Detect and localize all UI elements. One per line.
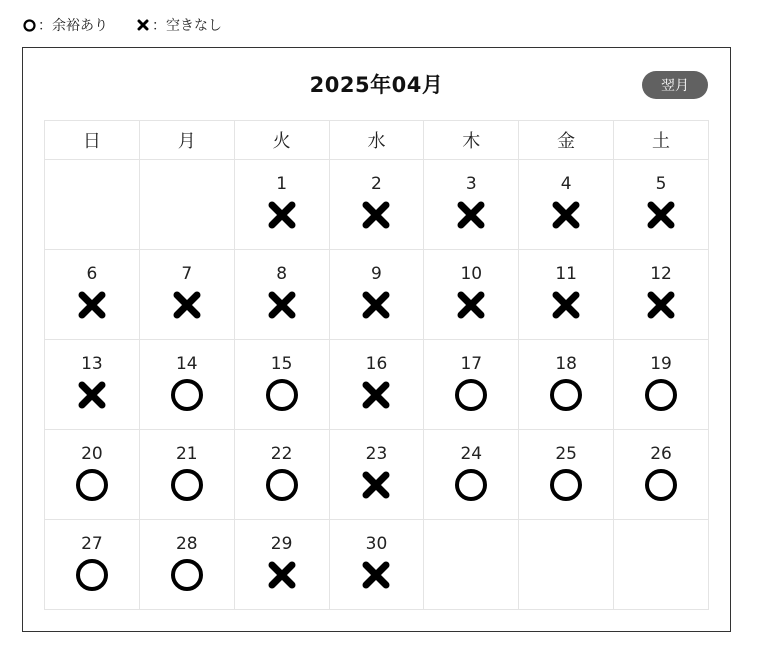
calendar-day-cell[interactable]: [424, 250, 519, 340]
day-number: 1: [276, 174, 288, 194]
calendar-day-cell[interactable]: [519, 340, 614, 430]
day-number: 7: [181, 264, 193, 284]
availability-circle-icon: [549, 468, 583, 502]
calendar-day-cell[interactable]: [45, 520, 140, 610]
day-number: 22: [270, 444, 293, 464]
calendar-day-cell[interactable]: [614, 160, 709, 250]
day-number: 17: [460, 354, 483, 374]
weekday-header-row: [45, 121, 709, 160]
day-number: 6: [86, 264, 98, 284]
availability-circle-icon: [170, 558, 204, 592]
day-number: 9: [371, 264, 382, 284]
availability-cross-icon: [549, 288, 583, 322]
day-number: 11: [555, 264, 577, 284]
calendar-day-cell[interactable]: [329, 340, 424, 430]
calendar-day-cell[interactable]: [424, 430, 519, 520]
day-number: 20: [81, 444, 103, 464]
calendar-day-cell[interactable]: [139, 250, 234, 340]
circle-icon: [22, 18, 36, 32]
calendar-week-row: [45, 250, 709, 340]
calendar-day-cell[interactable]: [519, 430, 614, 520]
day-number: 16: [365, 354, 388, 374]
availability-cross-icon: [170, 288, 204, 322]
availability-circle-icon: [75, 558, 109, 592]
day-number: 8: [276, 264, 288, 284]
calendar-day-cell[interactable]: [519, 160, 614, 250]
next-month-button[interactable]: 翌月: [642, 71, 708, 99]
day-number: 30: [365, 534, 388, 554]
calendar-week-row: [45, 520, 709, 610]
calendar-day-cell[interactable]: [45, 340, 140, 430]
availability-cross-icon: [359, 468, 393, 502]
calendar-day-cell[interactable]: [234, 340, 329, 430]
legend: [22, 12, 250, 38]
weekday-tue: 火: [234, 121, 329, 160]
calendar-day-cell[interactable]: [139, 340, 234, 430]
day-number: 10: [460, 264, 483, 284]
calendar-empty-cell: [424, 520, 519, 610]
weekday-sat: 土: [614, 121, 709, 160]
cross-icon: [136, 18, 150, 32]
weekday-wed: 水: [329, 121, 424, 160]
calendar-day-cell[interactable]: [519, 250, 614, 340]
calendar-day-cell[interactable]: [234, 160, 329, 250]
availability-cross-icon: [75, 378, 109, 412]
calendar-day-cell[interactable]: [424, 160, 519, 250]
day-number: 24: [460, 444, 483, 464]
weekday-mon: 月: [139, 121, 234, 160]
availability-circle-icon: [549, 378, 583, 412]
calendar-panel: [22, 47, 731, 632]
day-number: 28: [175, 534, 198, 554]
calendar-day-cell[interactable]: [329, 250, 424, 340]
day-number: 5: [655, 174, 667, 194]
day-number: 21: [175, 444, 198, 464]
availability-circle-icon: [170, 468, 204, 502]
day-number: 15: [270, 354, 293, 374]
availability-cross-icon: [359, 288, 393, 322]
calendar-day-cell[interactable]: [234, 520, 329, 610]
weekday-thu: 木: [424, 121, 519, 160]
calendar-day-cell[interactable]: [329, 520, 424, 610]
calendar-day-cell[interactable]: [234, 430, 329, 520]
availability-circle-icon: [644, 468, 678, 502]
availability-circle-icon: [454, 378, 488, 412]
availability-cross-icon: [265, 198, 299, 232]
calendar-empty-cell: [614, 520, 709, 610]
calendar-day-cell[interactable]: [614, 430, 709, 520]
availability-cross-icon: [644, 288, 678, 322]
legend-available-label: ：余裕あり: [38, 18, 108, 34]
day-number: 13: [81, 354, 103, 374]
legend-full-label: ：空きなし: [152, 18, 222, 34]
availability-circle-icon: [170, 378, 204, 412]
availability-cross-icon: [265, 288, 299, 322]
day-number: 14: [175, 354, 198, 374]
calendar-empty-cell: [139, 160, 234, 250]
legend-available: [22, 15, 108, 35]
availability-cross-icon: [644, 198, 678, 232]
calendar-day-cell[interactable]: [329, 160, 424, 250]
availability-cross-icon: [75, 288, 109, 322]
availability-circle-icon: [265, 378, 299, 412]
calendar-day-cell[interactable]: [139, 520, 234, 610]
day-number: 4: [560, 174, 572, 194]
availability-circle-icon: [454, 468, 488, 502]
calendar-day-cell[interactable]: [45, 430, 140, 520]
month-title: 2025年04月: [309, 73, 444, 97]
day-number: 27: [81, 534, 103, 554]
day-number: 23: [365, 444, 388, 464]
calendar-day-cell[interactable]: [614, 250, 709, 340]
day-number: 18: [555, 354, 577, 374]
availability-cross-icon: [454, 288, 488, 322]
calendar-empty-cell: [45, 160, 140, 250]
calendar-day-cell[interactable]: [139, 430, 234, 520]
day-number: 26: [650, 444, 672, 464]
calendar-empty-cell: [519, 520, 614, 610]
availability-circle-icon: [644, 378, 678, 412]
availability-cross-icon: [454, 198, 488, 232]
calendar-day-cell[interactable]: [614, 340, 709, 430]
day-number: 12: [650, 264, 672, 284]
weekday-fri: 金: [519, 121, 614, 160]
weekday-sun: 日: [45, 121, 140, 160]
availability-cross-icon: [549, 198, 583, 232]
calendar-day-cell[interactable]: [234, 250, 329, 340]
availability-circle-icon: [75, 468, 109, 502]
calendar-day-cell[interactable]: [45, 250, 140, 340]
calendar-week-row: [45, 160, 709, 250]
legend-full: [136, 15, 222, 35]
calendar-grid: [44, 120, 709, 610]
availability-circle-icon: [265, 468, 299, 502]
day-number: 19: [650, 354, 672, 374]
day-number: 2: [371, 174, 382, 194]
availability-cross-icon: [359, 378, 393, 412]
calendar-day-cell[interactable]: [329, 430, 424, 520]
calendar-day-cell[interactable]: [424, 340, 519, 430]
day-number: 29: [270, 534, 293, 554]
calendar-week-row: [45, 430, 709, 520]
availability-cross-icon: [359, 198, 393, 232]
day-number: 3: [465, 174, 477, 194]
day-number: 25: [555, 444, 577, 464]
availability-cross-icon: [359, 558, 393, 592]
availability-cross-icon: [265, 558, 299, 592]
calendar-week-row: [45, 340, 709, 430]
